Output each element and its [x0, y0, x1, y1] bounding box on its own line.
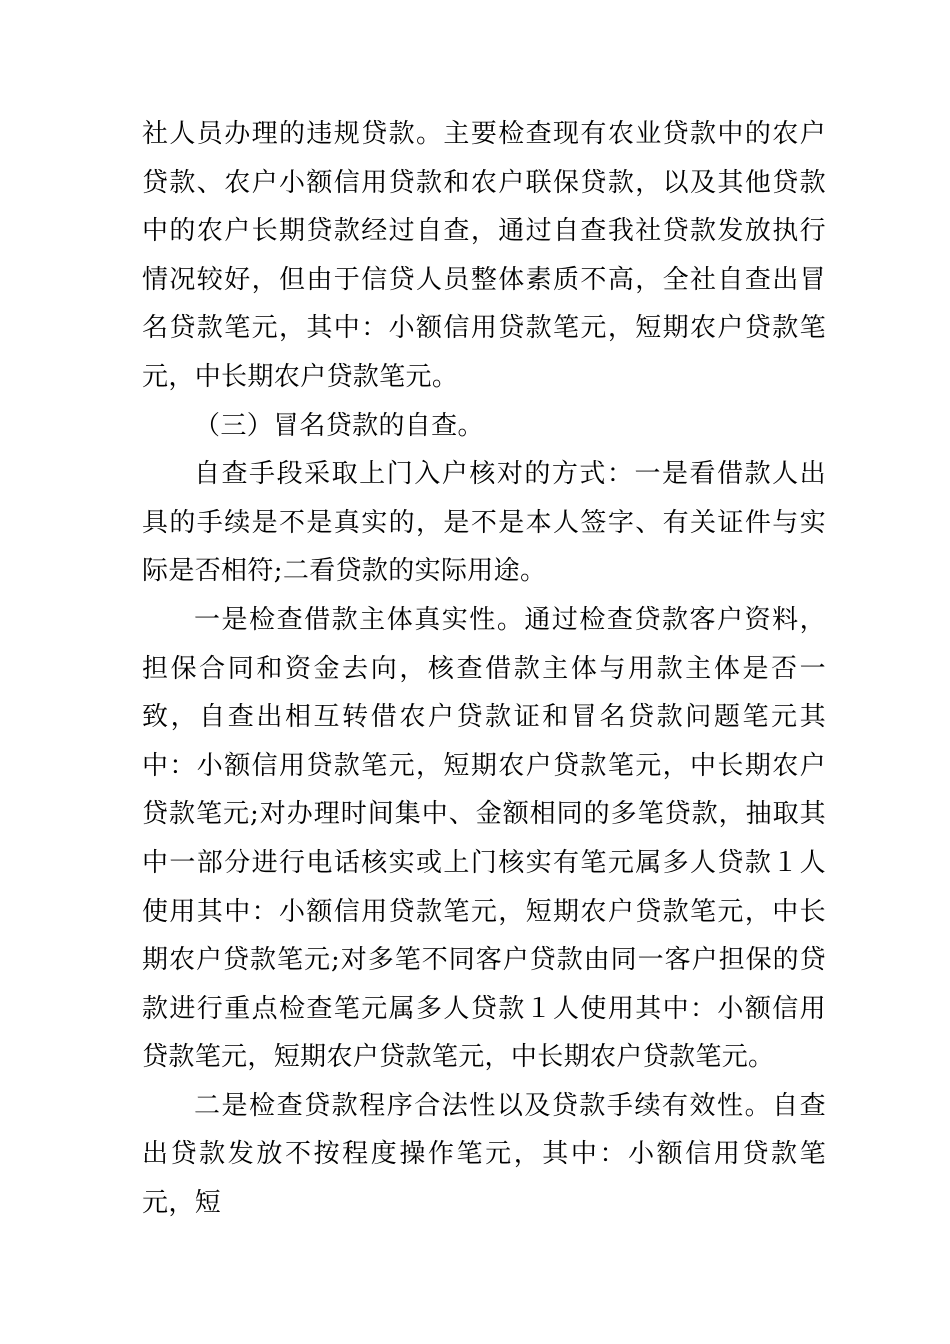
document-body: [142, 110, 826, 1228]
paragraph-continued: 社人员办理的违规贷款。主要检查现有农业贷款中的农户贷款、农户小额信用贷款和农户联保贷款，以及其他贷款中的农户长期贷款经过自查，通过自查我社贷款发放执行情况较好，但由于信贷人员整体素质不高，全社自查出冒名贷款笔元，其中：小额信用贷款笔元，短期农户贷款笔元，中长期农户贷款笔元。: [142, 119, 826, 392]
section-heading: （三）冒名贷款的自查。: [194, 410, 484, 441]
paragraph-method: 自查手段采取上门入户核对的方式：一是看借款人出具的手续是不是真实的，是不是本人签字、有关证件与实际是否相符;二看贷款的实际用途。: [142, 459, 826, 587]
paragraph-borrower-check: 一是检查借款主体真实性。通过检查贷款客户资料，担保合同和资金去向，核查借款主体与用款主体是否一致，自查出相互转借农户贷款证和冒名贷款问题笔元其中：小额信用贷款笔元，短期农户贷款笔元，中长期农户贷款笔元;对办理时间集中、金额相同的多笔贷款，抽取其中一部分进行电话核实或上门核实有笔元属多人贷款１人使用其中：小额信用贷款笔元，短期农户贷款笔元，中长期农户贷款笔元;对多笔不同客户贷款由同一客户担保的贷款进行重点检查笔元属多人贷款１人使用其中：小额信用贷款笔元，短期农户贷款笔元，中长期农户贷款笔元。: [142, 604, 826, 1073]
paragraph-procedure-check: 二是检查贷款程序合法性以及贷款手续有效性。自查出贷款发放不按程度操作笔元，其中：小额信用贷款笔元，短: [142, 1090, 826, 1219]
